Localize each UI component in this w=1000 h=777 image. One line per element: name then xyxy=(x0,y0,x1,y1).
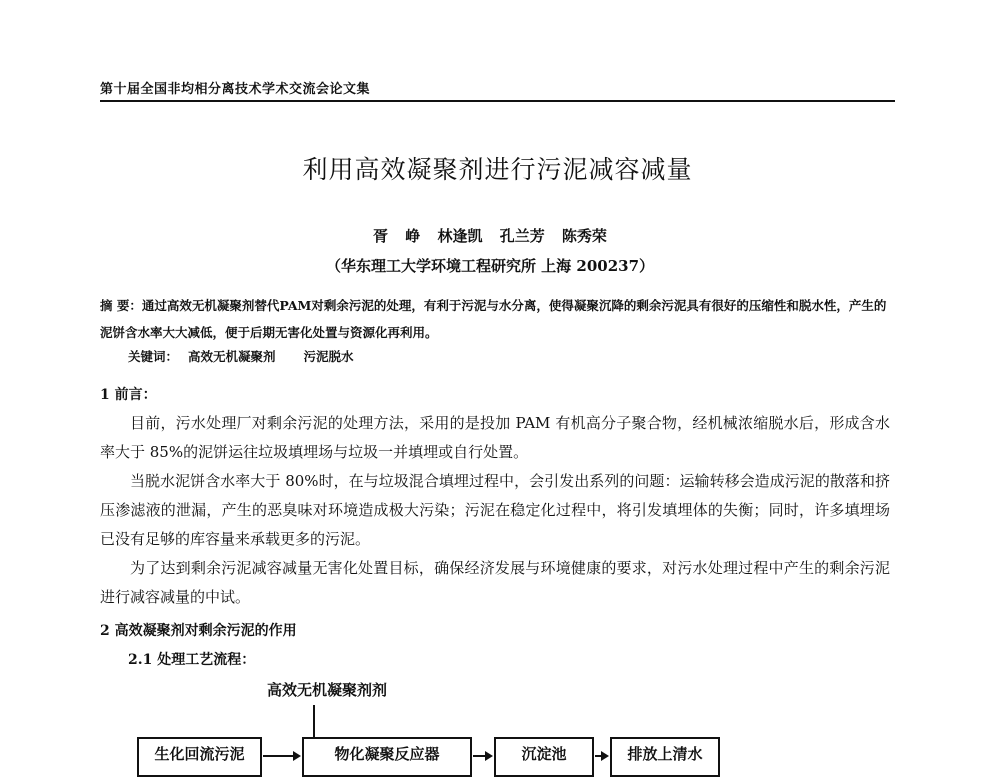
flow-step-box: 沉淀池 xyxy=(494,737,594,777)
abstract-text: 通过高效无机凝聚剂替代PAM对剩余污泥的处理，有利于污泥与水分离，使得凝聚沉降的剩余污泥具有很好的压缩性和脱水性，产生的泥饼含水率大大减低，便于后期无害化处置与资源化再利用。 xyxy=(100,298,887,340)
paper-title: 利用高效凝聚剂进行污泥减容减量 xyxy=(302,155,693,184)
paragraph: 当脱水泥饼含水率大于 80%时，在与垃圾混合填埋过程中，会引发出系列的问题：运输转移会造成污泥的散落和挤压渗滤液的泄漏，产生的恶臭味对环境造成极大污染；污泥在稳定化过程中，将引发填埋体的失衡；同时，许多填埋场已没有足够的库容量来承载更多的污泥。 xyxy=(100,472,890,548)
flow-step-box: 排放上清水 xyxy=(610,737,720,777)
flow-arrow-right xyxy=(263,755,299,757)
keywords-label: 关键词： xyxy=(128,349,179,364)
section-2-heading: 2 高效凝聚剂对剩余污泥的作用 xyxy=(100,623,297,639)
paragraph: 为了达到剩余污泥减容减量无害化处置目标，确保经济发展与环境健康的要求，对污水处理过程中产生的剩余污泥进行减容减量的中试。 xyxy=(100,559,890,606)
running-header: 第十届全国非均相分离技术学术交流会论文集 xyxy=(100,82,371,97)
flow-input-label: 高效无机凝聚剂剂 xyxy=(267,681,388,699)
flow-arrow-right xyxy=(595,755,607,757)
authors: 胥 峥 林逢凯 孔兰芳 陈秀荣 xyxy=(373,227,607,245)
paragraph: 目前，污水处理厂对剩余污泥的处理方法，采用的是投加 PAM 有机高分子聚合物，经机械浓缩脱水后，形成含水率大于 85%的泥饼运往垃圾填埋场与垃圾一并填埋或自行处置。 xyxy=(100,414,890,461)
keyword-item: 污泥脱水 xyxy=(303,349,354,364)
keyword-item: 高效无机凝聚剂 xyxy=(188,349,276,364)
abstract-label: 摘 要： xyxy=(100,298,142,313)
section-1-heading: 1 前言： xyxy=(100,387,157,403)
flow-step-box: 生化回流污泥 xyxy=(137,737,262,777)
affiliation: （华东理工大学环境工程研究所 上海 200237） xyxy=(325,257,655,275)
flow-arrow-right xyxy=(473,755,491,757)
subsection-2-1-heading: 2.1 处理工艺流程： xyxy=(128,652,256,668)
flow-step-box: 物化凝聚反应器 xyxy=(302,737,472,777)
keywords xyxy=(128,347,628,365)
header-rule xyxy=(100,100,895,102)
abstract xyxy=(100,292,895,346)
